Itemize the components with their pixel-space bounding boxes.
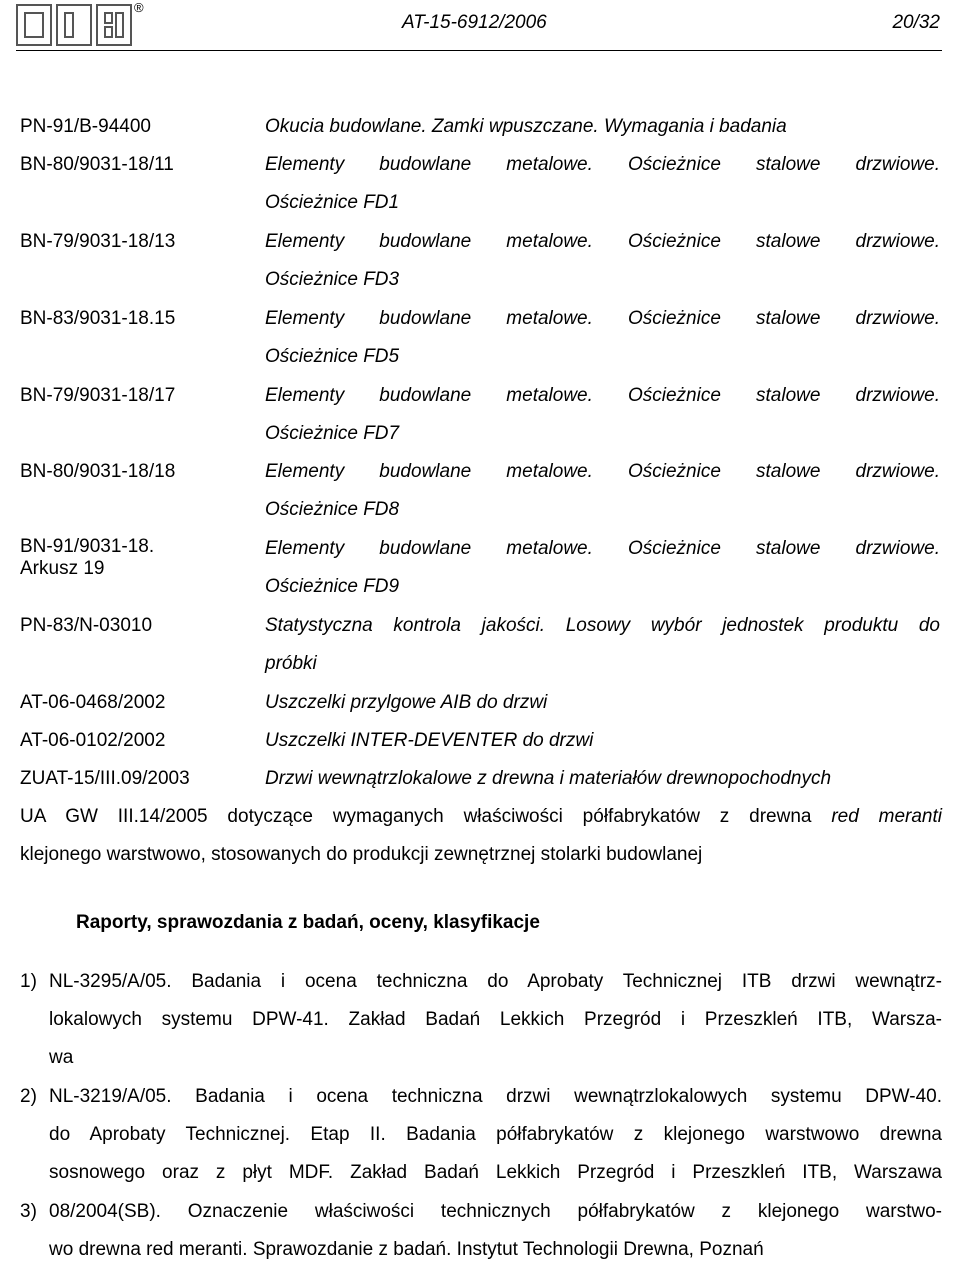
registered-mark: ®: [134, 0, 144, 15]
reports-heading: Raporty, sprawozdania z badań, oceny, klasyfikacje: [76, 912, 540, 933]
report-number: 3): [20, 1201, 37, 1222]
norm-description: Elementy budowlane metalowe. Ościeżnice stalowe drzwiowe. Ościeżnice FD7: [265, 385, 940, 444]
norm-code: BN-79/9031-18/13: [20, 231, 176, 252]
norm-description: Okucia budowlane. Zamki wpuszczane. Wymagania i badania: [265, 116, 787, 137]
report-number: 2): [20, 1086, 37, 1107]
norm-code: BN-79/9031-18/17: [20, 385, 176, 406]
norm-description: Uszczelki przylgowe AIB do drzwi: [265, 692, 548, 713]
norm-description: Elementy budowlane metalowe. Ościeżnice stalowe drzwiowe. Ościeżnice FD3: [265, 231, 940, 290]
norm-description: Elementy budowlane metalowe. Ościeżnice stalowe drzwiowe. Ościeżnice FD5: [265, 308, 940, 367]
ua-paragraph: UA GW III.14/2005 dotyczące wymaganych właściwości półfabrykatów z drewna red meranti klejonego warstwowo, stosowanych do produkcji zewnętrznej stolarki budowlanej: [20, 806, 943, 865]
report-text: NL-3295/A/05. Badania i ocena techniczna do Aprobaty Technicznej ITB drzwi wewnątrz- lokalowych systemu DPW-41. Zakład Badań Lekkich Przegród i Przeszkleń ITB, Warsza- wa: [49, 971, 942, 1068]
norm-code: BN-80/9031-18/11: [20, 154, 174, 175]
norm-code: ZUAT-15/III.09/2003: [20, 768, 190, 789]
report-text: 08/2004(SB). Oznaczenie właściwości technicznych półfabrykatów z klejonego warstwo- wo drewna red meranti. Sprawozdanie z badań. Instytut Technologii Drewna, Poznań: [49, 1201, 942, 1260]
norm-code: AT-06-0468/2002: [20, 692, 166, 713]
norm-code-sheet: Arkusz 19: [20, 558, 105, 579]
norm-description: Elementy budowlane metalowe. Ościeżnice stalowe drzwiowe. Ościeżnice FD1: [265, 154, 940, 213]
norm-code: PN-91/B-94400: [20, 116, 151, 137]
norm-description: Elementy budowlane metalowe. Ościeżnice stalowe drzwiowe. Ościeżnice FD8: [265, 461, 940, 520]
page-header: [0, 0, 960, 50]
norm-description: Drzwi wewnątrzlokalowe z drewna i materiałów drewnopochodnych: [265, 768, 832, 789]
norm-code: BN-91/9031-18. Arkusz 19: [20, 536, 155, 579]
norm-description: Uszczelki INTER-DEVENTER do drzwi: [265, 730, 594, 751]
header-rule: [16, 50, 942, 51]
document-number: AT-15-6912/2006: [402, 12, 547, 33]
norm-code: BN-83/9031-18.15: [20, 308, 176, 329]
report-number: 1): [20, 971, 37, 992]
page-number: 20/32: [892, 12, 940, 33]
norm-description: Elementy budowlane metalowe. Ościeżnice stalowe drzwiowe. Ościeżnice FD9: [265, 538, 940, 597]
norm-code: AT-06-0102/2002: [20, 730, 166, 751]
itb-logo: [16, 4, 134, 46]
norm-code: BN-80/9031-18/18: [20, 461, 176, 482]
report-text: NL-3219/A/05. Badania i ocena techniczna drzwi wewnątrzlokalowych systemu DPW-40. do Aprobaty Technicznej. Etap II. Badania półfabrykatów z klejonego warstwowo drewna sosnowego oraz z płyt MDF. Zakład Badań Lekkich Przegród i Przeszkleń ITB, Warszawa: [49, 1086, 942, 1183]
norm-code: PN-83/N-03010: [20, 615, 153, 636]
norm-description: Statystyczna kontrola jakości. Losowy wybór jednostek produktu do próbki: [265, 615, 940, 674]
